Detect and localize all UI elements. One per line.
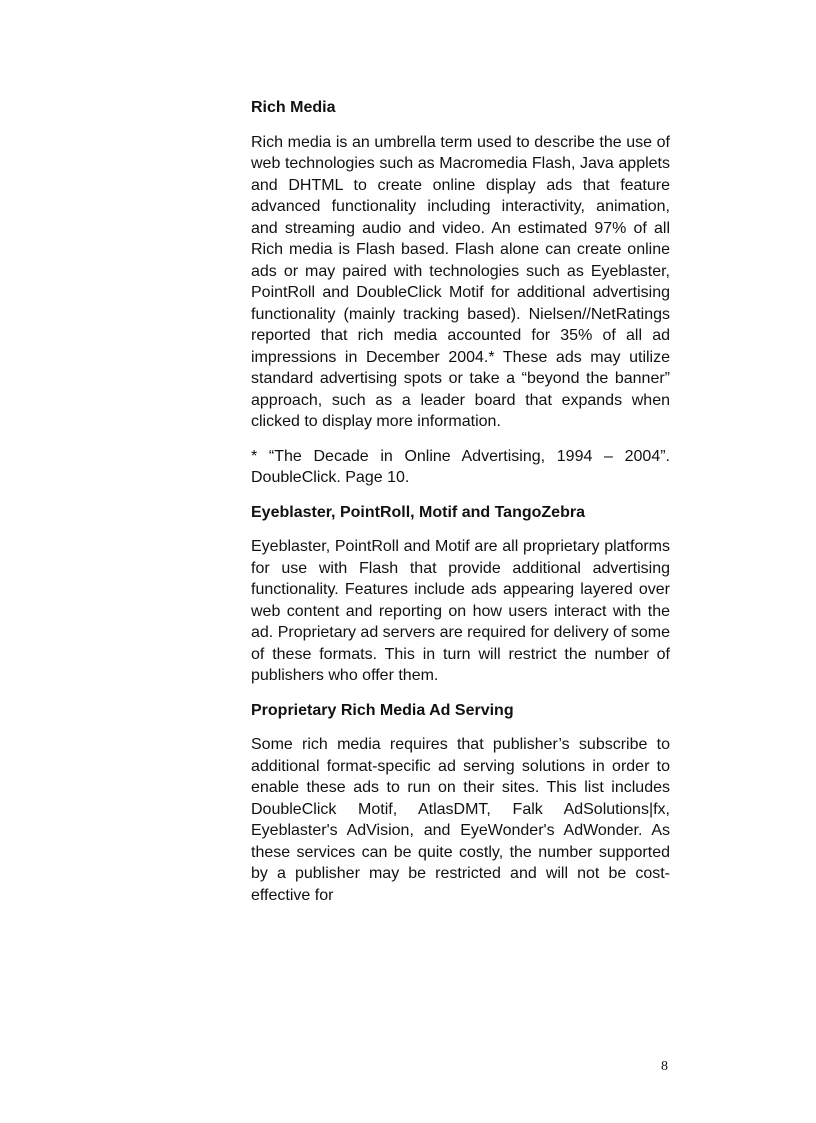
page-number: 8 — [661, 1059, 668, 1074]
section-heading-rich-media: Rich Media — [251, 99, 336, 116]
footnote-paragraph: * “The Decade in Online Advertising, 1994 – 2004”. DoubleClick. Page 10. — [251, 447, 670, 486]
section-heading-ad-serving: Proprietary Rich Media Ad Serving — [251, 701, 514, 719]
page-content — [251, 97, 670, 919]
rich-media-paragraph: Rich media is an umbrella term used to describe the use of web technologies such as Macromedia Flash, Java applets and DHTML to create online display ads that feature advanced functionality including interactivity, animation, and streaming audio and video. An estimated 97% of all Rich media is Flash based. Flash alone can create online ads or may paired with technologies such as Eyeblaster, PointRoll and DoubleClick Motif for additional advertising functionality (mainly tracking based). Nielsen//NetRatings reported that rich media accounted for 35% of all ad impressions in December 2004.* These ads may utilize standard advertising spots or take a “beyond the banner” approach, such as a leader board that expands when clicked to display more information. — [251, 133, 670, 430]
section-heading-eyeblaster: Eyeblaster, PointRoll, Motif and TangoZebra — [251, 503, 585, 521]
ad-serving-paragraph: Some rich media requires that publisher’s subscribe to additional format-specific ad serving solutions in order to enable these ads to run on their sites. This list includes DoubleClick Motif, AtlasDMT, Falk AdSolutions|fx, Eyeblaster's AdVision, and EyeWonder's AdWonder. As these services can be quite costly, the number supported by a publisher may be restricted and will not be cost-effective for — [251, 736, 670, 904]
eyeblaster-paragraph: Eyeblaster, PointRoll and Motif are all proprietary platforms for use with Flash that provide additional advertising functionality. Features include ads appearing layered over web content and reporting on how users interact with the ad. Proprietary ad servers are required for delivery of some of these formats. This in turn will restrict the number of publishers who offer them. — [251, 538, 670, 684]
